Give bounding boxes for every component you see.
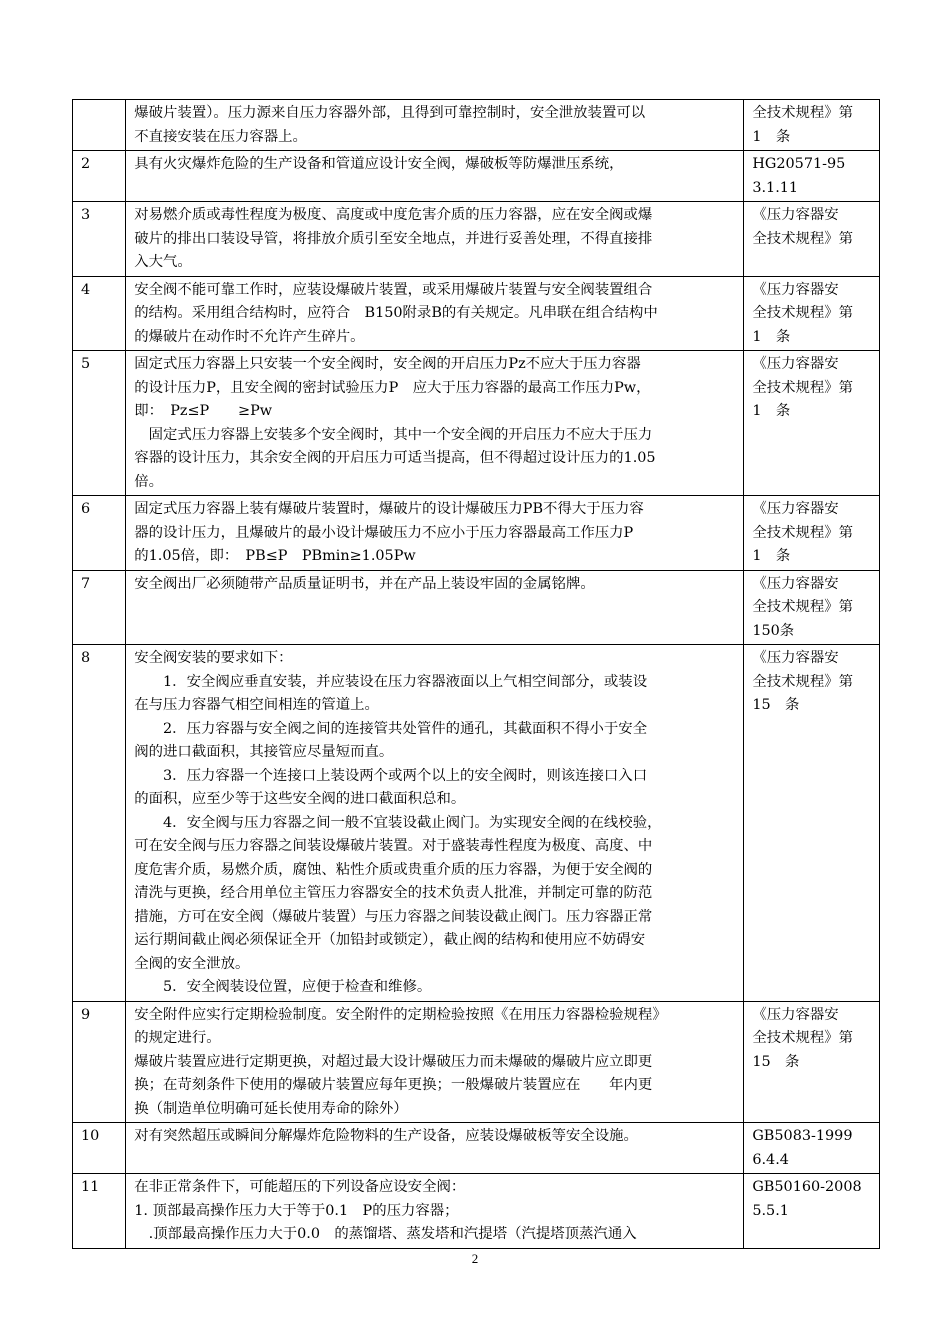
table-row	[73, 496, 880, 571]
reference-standard	[744, 276, 880, 351]
reference-standard	[744, 496, 880, 571]
text-line: 1．安全阀应垂直安装，并应装设在压力容器液面以上气相空间部分，或装设	[134, 673, 648, 690]
text-line: 在非正常条件下，可能超压的下列设备应设安全阀：	[134, 1179, 466, 1195]
text-line: 器的设计压力，且爆破片的最小设计爆破压力不应小于压力容器最高工作压力P	[134, 524, 634, 541]
table-row	[73, 351, 880, 496]
text-line: 在与压力容器气相空间相连的管道上。	[134, 697, 379, 713]
requirement-text	[126, 1174, 744, 1249]
text-line: 固定式压力容器上只安装一个安全阀时，安全阀的开启压力Pz不应大于压力容器	[134, 356, 641, 372]
row-number: 9	[73, 1001, 126, 1123]
row-number: 6	[73, 496, 126, 571]
reference-line: 全技术规程》第	[752, 230, 854, 247]
table-row	[73, 276, 880, 351]
table-row	[73, 202, 880, 277]
reference-standard	[744, 1174, 880, 1249]
requirement-text	[126, 645, 744, 1002]
reference-line: 《压力容器安	[752, 281, 839, 298]
page-number: 2	[471, 1251, 479, 1266]
reference-line: HG20571-95	[752, 156, 846, 172]
reference-standard	[744, 151, 880, 202]
reference-line: 全技术规程》第	[752, 1030, 854, 1046]
reference-line: 全技术规程》第	[752, 673, 854, 690]
text-line: 爆破片装置）。压力源来自压力容器外部，且得到可靠控制时，安全泄放装置可以	[134, 105, 646, 121]
text-line: 2．压力容器与安全阀之间的连接管共处管件的通孔，其截面积不得小于安全	[134, 720, 648, 737]
reference-line: 150条	[752, 622, 795, 639]
text-line: 的规定进行。	[134, 1030, 221, 1046]
text-line: 3．压力容器一个连接口上装设两个或两个以上的安全阀时，则该连接口入口	[134, 767, 648, 784]
text-line: 安全阀出厂必须随带产品质量证明书，并在产品上装设牢固的金属铭牌。	[134, 575, 595, 592]
text-line: 的设计压力P，且安全阀的密封试验压力P 应大于压力容器的最高工作压力Pw，	[134, 379, 651, 396]
regulation-table	[72, 99, 880, 1249]
text-line: 破片的排出口装设导管，将排放介质引至安全地点，并进行妥善处理，不得直接排	[134, 230, 653, 247]
text-line: 的爆破片在动作时不允许产生碎片。	[134, 328, 365, 345]
reference-line: 1 条	[752, 403, 791, 419]
table-row	[73, 151, 880, 202]
text-line: 的结构。采用组合结构时，应符合 B150附录B的有关规定。凡串联在组合结构中	[134, 305, 658, 321]
text-line: 4．安全阀与压力容器之间一般不宜装设截止阀门。为实现安全阀的在线校验，	[134, 814, 662, 831]
text-line: 1. 顶部最高操作压力大于等于0.1 P的压力容器；	[134, 1202, 459, 1219]
table-row	[73, 1001, 880, 1123]
row-number: 4	[73, 276, 126, 351]
reference-line	[752, 251, 873, 275]
text-line: 固定式压力容器上装有爆破片装置时，爆破片的设计爆破压力PB不得大于压力容	[134, 501, 644, 517]
text-line: 清洗与更换，经合用单位主管压力容器安全的技术负责人批准，并制定可靠的防范	[134, 885, 653, 901]
reference-standard	[744, 645, 880, 1002]
reference-line: 全技术规程》第	[752, 105, 854, 121]
reference-line: 全技术规程》第	[752, 379, 854, 396]
reference-standard	[744, 570, 880, 645]
text-line: 阀的进口截面积，其接管应尽量短而直。	[134, 744, 394, 760]
text-line: 5．安全阀装设位置，应便于检查和维修。	[134, 979, 432, 995]
reference-line: 15 条	[752, 697, 800, 713]
table-row	[73, 570, 880, 645]
reference-standard	[744, 202, 880, 277]
text-line: 度危害介质，易燃介质，腐蚀、粘性介质或贵重介质的压力容器，为便于安全阀的	[134, 861, 653, 878]
text-line: 不直接安装在压力容器上。	[134, 128, 307, 145]
reference-line: 《压力容器安	[752, 650, 839, 666]
text-line: 入大气。	[134, 254, 192, 270]
table-row	[73, 645, 880, 1002]
reference-line: 《压力容器安	[752, 356, 839, 372]
text-line: 措施，方可在安全阀（爆破片装置）与压力容器之间装设截止阀门。压力容器正常	[134, 908, 653, 925]
row-number: 5	[73, 351, 126, 496]
reference-standard	[744, 1001, 880, 1123]
text-line: 运行期间截止阀必须保证全开（加铅封或锁定），截止阀的结构和使用应不妨碍安	[134, 932, 646, 948]
row-number: 2	[73, 151, 126, 202]
row-number: 3	[73, 202, 126, 277]
row-number: 11	[73, 1174, 126, 1249]
text-line: 即： Pz≤P ≥Pw	[134, 403, 273, 419]
text-line: 的1.05倍，即： PB≤P PBmin≥1.05Pw	[134, 548, 416, 564]
reference-line: 1 条	[752, 548, 791, 564]
reference-line: 5.5.1	[752, 1202, 789, 1219]
requirement-text	[126, 1123, 744, 1174]
reference-line: 15 条	[752, 1053, 800, 1070]
text-line: 换；在苛刻条件下使用的爆破片装置应每年更换；一般爆破片装置应在 年内更	[134, 1077, 653, 1093]
text-line: 安全阀不能可靠工作时，应装设爆破片装置，或采用爆破片装置与安全阀装置组合	[134, 281, 653, 298]
reference-line: GB50160-2008	[752, 1179, 862, 1195]
text-line: 倍。	[134, 473, 164, 490]
table-row	[73, 1174, 880, 1249]
reference-line: GB5083-1999	[752, 1128, 853, 1144]
text-line: .顶部最高操作压力大于0.0 的蒸馏塔、蒸发塔和汽提塔（汽提塔顶蒸汽通入	[134, 1226, 637, 1242]
text-line: 全阀的安全泄放。	[134, 955, 250, 972]
reference-standard	[744, 100, 880, 151]
text-line: 具有火灾爆炸危险的生产设备和管道应设计安全阀，爆破板等防爆泄压系统，	[134, 156, 624, 172]
row-number: 10	[73, 1123, 126, 1174]
text-line: 容器的设计压力，其余安全阀的开启压力可适当提高，但不得超过设计压力的1.05	[134, 450, 656, 466]
reference-line: 6.4.4	[752, 1151, 789, 1168]
reference-line: 全技术规程》第	[752, 599, 854, 615]
requirement-text	[126, 202, 744, 277]
text-line: 固定式压力容器上安装多个安全阀时，其中一个安全阀的开启压力不应大于压力	[134, 426, 653, 443]
reference-line: 1 条	[752, 128, 791, 145]
text-line: 对易燃介质或毒性程度为极度、高度或中度危害介质的压力容器，应在安全阀或爆	[134, 207, 653, 223]
row-number	[73, 100, 126, 151]
text-line: 爆破片装置应进行定期更换，对超过最大设计爆破压力而未爆破的爆破片应立即更	[134, 1053, 653, 1070]
table-row	[73, 1123, 880, 1174]
reference-line: 全技术规程》第	[752, 524, 854, 541]
reference-standard	[744, 1123, 880, 1174]
reference-line: 1 条	[752, 328, 791, 345]
text-line: 可在安全阀与压力容器之间装设爆破片装置。对于盛装毒性程度为极度、高度、中	[134, 838, 653, 854]
row-number: 8	[73, 645, 126, 1002]
reference-line: 《压力容器安	[752, 207, 839, 223]
text-line: 安全阀安装的要求如下：	[134, 650, 293, 666]
text-line: 的面积，应至少等于这些安全阀的进口截面积总和。	[134, 791, 466, 807]
reference-line: 3.1.11	[752, 179, 799, 196]
requirement-text	[126, 276, 744, 351]
reference-standard	[744, 351, 880, 496]
text-line: 换（制造单位明确可延长使用寿命的除外）	[134, 1100, 408, 1117]
reference-line: 《压力容器安	[752, 501, 839, 517]
requirement-text	[126, 351, 744, 496]
requirement-text	[126, 1001, 744, 1123]
text-line: 安全附件应实行定期检验制度。安全附件的定期检验按照《在用压力容器检验规程》	[134, 1006, 667, 1023]
requirement-text	[126, 100, 744, 151]
reference-line: 《压力容器安	[752, 1006, 839, 1023]
requirement-text	[126, 496, 744, 571]
table-row	[73, 100, 880, 151]
reference-line: 《压力容器安	[752, 575, 839, 592]
text-line: 对有突然超压或瞬间分解爆炸危险物料的生产设备，应装设爆破板等安全设施。	[134, 1128, 638, 1144]
row-number: 7	[73, 570, 126, 645]
reference-line: 全技术规程》第	[752, 305, 854, 321]
requirement-text	[126, 151, 744, 202]
requirement-text	[126, 570, 744, 645]
